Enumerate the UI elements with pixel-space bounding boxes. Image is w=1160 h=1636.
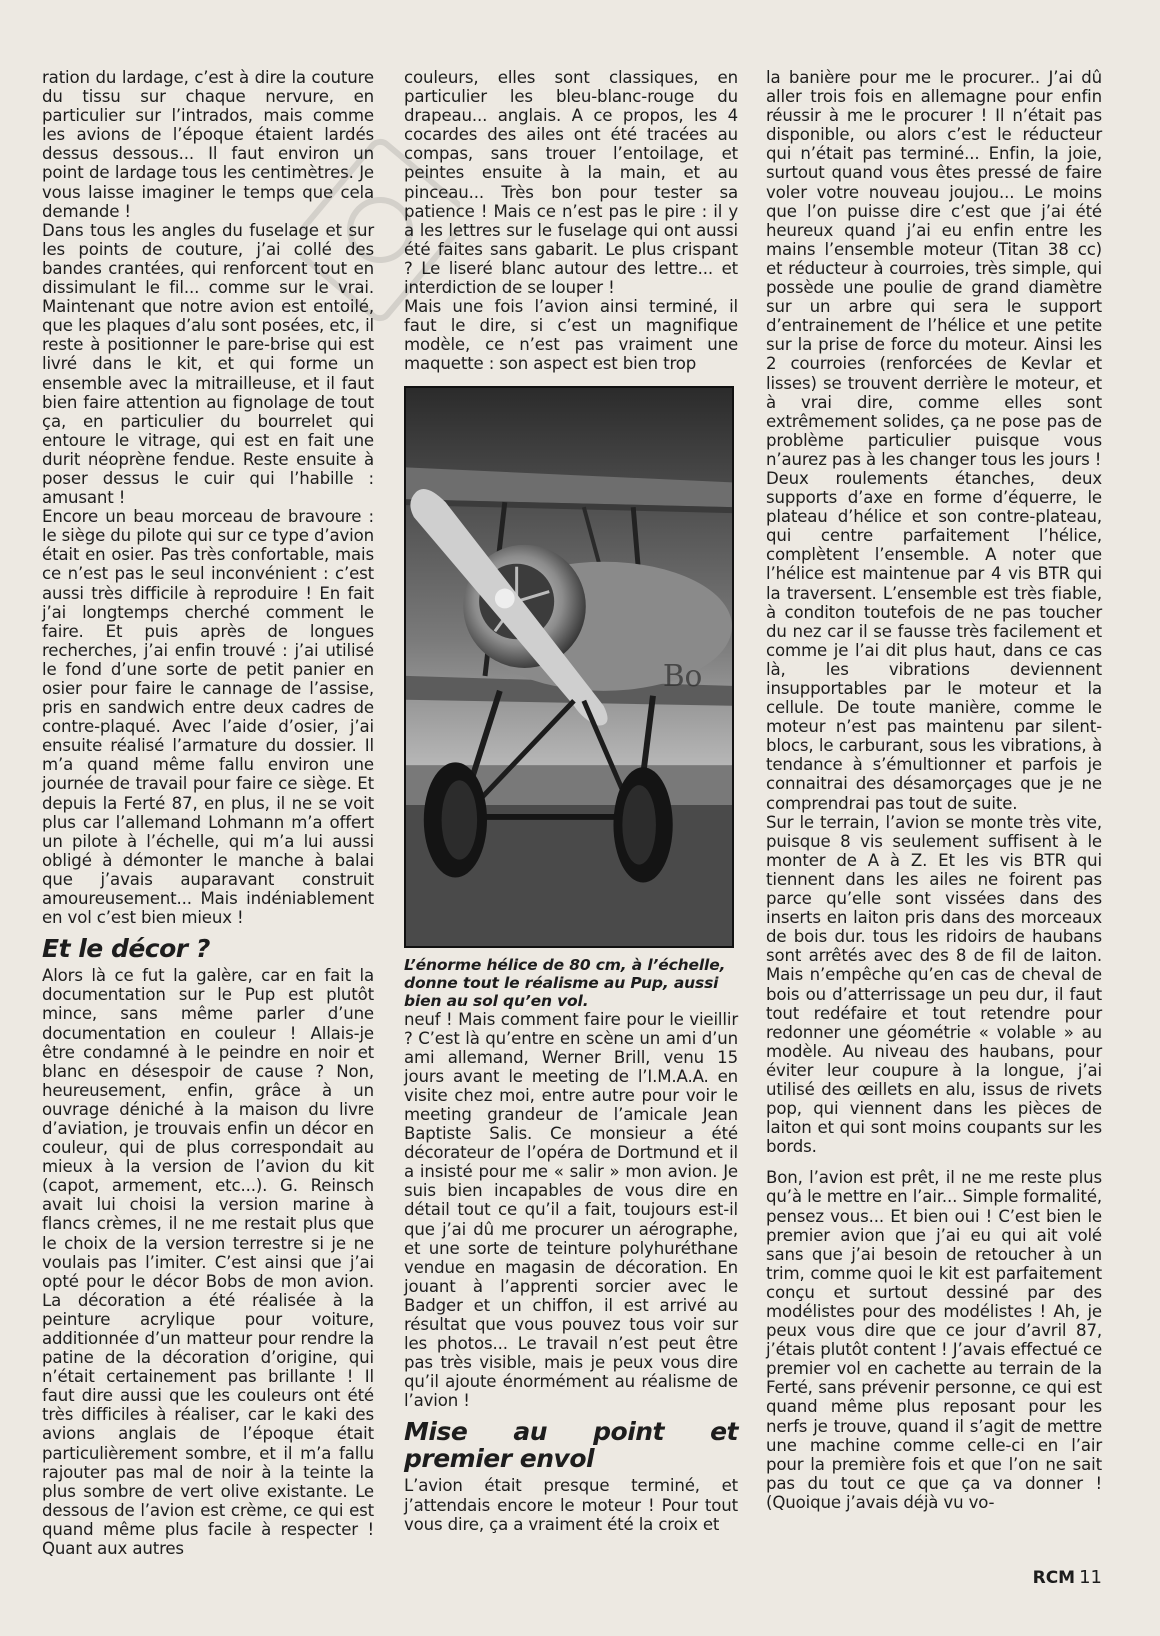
paragraph: Mais une fois l’avion ainsi terminé, il faut le dire, si c’est un magnifique modèle, ce n’est pas vraiment une maquette : son aspect est bien trop [404,297,738,374]
paragraph: Bon, l’avion est prêt, il ne me reste plus qu’à le mettre en l’air... Simple formalité, pensez vous... Et bien oui ! C’est bien le premier avion que j’ai eu qui ait volé sans que j’ai besoin de retoucher à un trim, comme quoi le kit est parfaitement conçu et surtout dessiné par des modélistes pour des modélistes ! Ah, je peux vous dire que ce jour d’avril 87, j’étais plutôt content ! J’avais effectué ce premier vol en cachette au terrain de la Ferté, sans prévenir personne, ce qui est quand même plus reposant pour les nerfs je trouve, quand il s’agit de mettre une machine comme celle-ci en l’air pour la première fois et que l’on ne sait pas du tout ce que ça va donner ! (Quoique j’avais déjà vu vo- [766,1168,1102,1512]
page-footer [1033,1567,1102,1588]
paragraph: ration du lardage, c’est à dire la couture du tissu sur chaque nervure, en particulier sur l’intrados, mais comme les avions de l’époque étaient lardés dessus dessous... Il faut environ un point de lardage tous les centimètres. Je vous laisse imaginer le temps que cela demande ! [42,68,374,221]
magazine-name: RCM [1032,1568,1076,1588]
biplane-photo-icon [406,388,732,946]
paragraph: Deux roulements étanches, deux supports d’axe en forme d’équerre, le plateau d’hélice et son contre-plateau, qui centre parfaitement l’hélice, complètent l’ensemble. A noter que l’hélice est maintenue par 4 vis BTR qui la traversent. L’ensemble est très fiable, à conditon toutefois de ne pas toucher du nez car il se fausse très facilement et comme je l’ai dit plus haut, dans ce cas là, les vibrations deviennent insupportables par le moteur et la cellule. De toute manière, comme le moteur n’est pas maintenu par silent-blocs, le carburant, sous les vibrations, à tendance à s’émultionner et parfois je connaitrai des désamorçages que je ne comprendrai pas tout de suite. [766,468,1102,813]
column-right [766,68,1102,1512]
column-middle [404,68,738,1534]
photo-caption: L’énorme hélice de 80 cm, à l’échelle, donne tout le réalisme au Pup, aussi bien au sol qu’en vol. [404,955,726,1010]
paragraph: L’avion était presque terminé, et j’attendais encore le moteur ! Pour tout vous dire, ça a vraiment été la croix et [404,1476,738,1534]
paragraph: la banière pour me le procurer.. J’ai dû aller trois fois en allemagne pour enfin réussir à me le procurer ! Il n’était pas disponible, ou alors c’est le réducteur qui n’était pas terminé... Enfin, la joie, surtout quand vous êtes pressé de faire voler votre nouveau joujou... Le moins que l’on puisse dire c’est que j’ai été heureux quand j’ai eu enfin entre les mains l’ensemble moteur (Titan 38 cc) et réducteur à courroies, très simple, qui possède une poulie de grand diamètre sur un arbre qui sera le support d’entrainement de l’hélice et une petite sur la prise de force du moteur. Ainsi les 2 courroies (renforcées de Kevlar et lisses) se trouvent derrière le moteur, et à vrai dire, comme elles sont extrêmement solides, ça ne pose pas de problème particulier puisque vous n’aurez pas à les changer tous les jours ! [766,68,1102,469]
paragraph: Dans tous les angles du fuselage et sur les points de couture, j’ai collé des bandes crantées, qui renforcent tout en dissimulant le fil... comme sur le vrai. Maintenant que notre avion est entoilé, que les plaques d’alu sont posées, etc, il reste à positionner le pare-brise qui est livré dans le kit, et qui forme un ensemble avec la mitrailleuse, et il faut bien faire attention au fignolage de tout ça, en particulier du bourrelet qui entoure le vitrage, qui est en fait une durit néoprène fendue. Reste ensuite à poser dessus le cuir qui l’habille : amusant ! [42,220,374,508]
section-heading: Mise au point et premier envol [404,1417,738,1474]
section-heading: Et le décor ? [42,934,210,964]
column-left [42,68,374,1558]
page-number: 11 [1079,1567,1102,1588]
paragraph: neuf ! Mais comment faire pour le vieillir ? C’est là qu’entre en scène un ami d’un ami allemand, Werner Brill, venu 15 jours avant le meeting de l’I.M.A.A. en visite chez moi, entre autre pour voir le meeting grandeur de l’amicale Jean Baptiste Salis. Ce monsieur a été décorateur de l’opéra de Dortmund et il a insisté pour me « salir » mon avion. Je suis bien incapables de vous dire en détail tout ce qu’il a fait, toujours est-il que j’ai dû me procurer un aérographe, et une sorte de teinture polyhuréthane vendue en magasin de décoration. En jouant à l’apprenti sorcier avec le Badger et un chiffon, il est arrivé au résultat que vous pouvez tous voir sur les photos... Le travail n’est peut être pas très visible, mais je peux vous dire qu’il ajoute énormément au réalisme de l’avion ! [404,1009,738,1411]
paragraph: couleurs, elles sont classiques, en particulier les bleu-blanc-rouge du drapeau... anglais. A ce propos, les 4 cocardes des ailes ont été tracées au compas, sans trouer l’entoilage, et peintes ensuite à la main, et au pinceau... Très bon pour tester sa patience ! Mais ce n’est pas le pire : il y a les lettres sur le fuselage qui ont aussi été faites sans gabarit. Le plus crispant ? Le liseré blanc autour des lettre... et interdiction de se louper ! [404,68,738,298]
paragraph: Encore un beau morceau de bravoure : le siège du pilote qui sur ce type d’avion était en osier. Pas très confortable, mais ce n’est pas le seul inconvénient : c’est aussi très difficile à reproduire ! En fait j’ai longtemps cherché comment le faire. Et puis après de longues recherches, j’ai enfin trouvé : j’ai utilisé le fond d’une sorte de petit panier en osier pour faire le cannage de l’assise, pris en sandwich entre deux cadres de contre-plaqué. Avec l’aide d’osier, j’ai ensuite réalisé l’armature du dossier. Il m’a quand même fallu environ une journée de travail pour faire ce siège. Et depuis la Ferté 87, en plus, il ne se voit plus car l’allemand Lohmann m’a offert un pilote à l’échelle, qui m’a lui aussi obligé à démonter le manche à balai que j’avais auparavant construit amoureusement... Mais indéniablement en vol c’est bien mieux ! [42,507,374,928]
paragraph: Sur le terrain, l’avion se monte très vite, puisque 8 vis seulement suffisent à le monter de A à Z. Et les vis BTR qui tiennent dans les ailes ne foirent pas parce qu’elle sont vissées dans des inserts en laiton pris dans des morceaux de bois dur. tous les ridoirs de haubans sont arrêtés avec des 8 de fil de laiton. Mais n’empêche qu’en cas de cheval de bois ou d’atterrissage un peu dur, il faut tout redéfaire et tout retendre pour redonner une géométrie « volable » au modèle. Au niveau des haubans, pour éviter leur coupure à la longue, j’ai utilisé des œillets en alu, issus de rivets pop, qui viennent dans les pièces de laiton et qui sont moins coupants sur les bords. [766,812,1102,1157]
paragraph: Alors là ce fut la galère, car en fait la documentation sur le Pup est plutôt mince, sans même parler d’une documentation en couleur ! Allais-je être condamné à le peindre en noir et blanc en désespoir de cause ? Non, heureusement, enfin, grâce à un ouvrage déniché à la maison du livre d’aviation, je trouvais enfin un décor en couleur, qui de plus correspondait au mieux à la version de l’avion du kit (capot, armement, etc...). G. Reinsch avait lui choisi la version marine à flancs crèmes, il ne me restait plus que le choix de la version terrestre si je ne voulais pas l’imiter. C’est ainsi que j’ai opté pour le décor Bobs de mon avion. La décoration a été réalisée à la peinture acrylique pour voiture, additionnée d’un matteur pour rendre la patine de la décoration d’origine, qui n’était certainement pas brillante ! Il faut dire aussi que les couleurs ont été très difficiles à réaliser, car le kaki des avions anglais de l’époque était particulièrement sombre, et il m’a fallu rajouter pas mal de noir à la teinte la plus sombre de vert olive existante. Le dessous de l’avion est crème, ce qui est quand même plus facile à respecter ! Quant aux autres [42,966,374,1559]
svg-text:Bo: Bo [662,658,703,694]
biplane-photo [404,386,734,948]
paragraph-gap [766,1156,1102,1168]
